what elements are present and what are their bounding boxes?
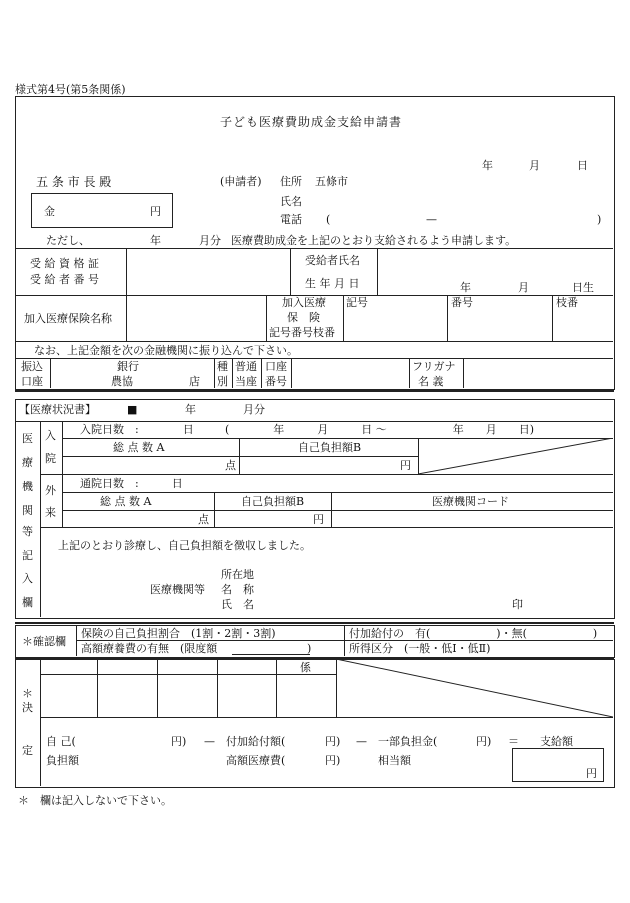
toza-label: 当座 [235, 375, 257, 388]
institution-label: 医療機関等 [150, 583, 205, 596]
side-label-char: 入 [22, 572, 33, 585]
yen-close: 円) [476, 735, 492, 748]
name-label: 氏名 [280, 195, 302, 208]
section-separator [15, 622, 614, 624]
divider [15, 248, 613, 249]
partial-pay-label: 相当額 [378, 754, 411, 767]
divider [15, 341, 613, 342]
divider [463, 358, 464, 388]
date-day: 日 [577, 159, 588, 172]
divider [214, 358, 215, 388]
equals-sign: ＝ [508, 735, 519, 748]
divider [261, 358, 262, 388]
minus-sign: — [356, 735, 367, 748]
outpatient-points-label: 総 点 数 A [100, 495, 152, 508]
divider [40, 717, 613, 718]
applicant-label: (申請者) [220, 175, 262, 188]
medical-year: 年 [185, 403, 196, 416]
phone-close: ) [597, 213, 602, 226]
cross-out-line [418, 438, 613, 474]
divider [40, 527, 613, 528]
divider [266, 295, 267, 341]
seal-label: 印 [512, 598, 523, 611]
addressee: 五 条 市 長 殿 [36, 175, 112, 189]
inpatient-period: ( 年 月 日 〜 年 月 日) [225, 423, 535, 436]
side-label-char: 関 [22, 504, 33, 517]
side-label-char: 機 [22, 480, 33, 493]
outpatient-side: 来 [45, 506, 56, 519]
high-cost-close: ) [307, 642, 312, 655]
date-month: 月 [529, 159, 540, 172]
doctor-name-label: 氏 名 [221, 598, 254, 611]
futsu-label: 普通 [235, 360, 257, 373]
divider [290, 248, 291, 295]
medical-status-label: 【医療状況書】 [19, 403, 96, 416]
minus-sign: — [204, 735, 215, 748]
confirm-label: ＊確認欄 [22, 635, 66, 648]
request-prefix: ただし、 [46, 234, 90, 247]
square-icon: ■ [127, 403, 138, 416]
dob-day: 日生 [572, 281, 594, 294]
yen-close: 円) [171, 735, 187, 748]
insurance-symbol-label: 記号番号枝番 [269, 326, 335, 339]
decision-asterisk: ＊ [22, 687, 33, 700]
inpatient-side: 入 [45, 429, 56, 442]
transfer-label: 口座 [21, 375, 43, 388]
dob-year: 年 [460, 281, 471, 294]
inpatient-points-label: 総 点 数 A [113, 441, 165, 454]
cross-out-line [336, 659, 613, 717]
decision-side: 決 [22, 701, 33, 714]
divider [40, 474, 613, 475]
yen-close: 円) [325, 735, 341, 748]
payment-unit: 円 [586, 767, 597, 780]
branch-label: 店 [189, 375, 200, 388]
certification-text: 上記のとおり診療し、自己負担額を徴収しました。 [58, 539, 311, 552]
institution-name-label: 名 称 [221, 583, 254, 596]
address-label: 住所 [280, 175, 302, 188]
divider [50, 358, 51, 388]
inpatient-copay-label: 自己負担額B [298, 441, 362, 454]
outpatient-days: 通院日数 : 日 [80, 477, 183, 490]
request-month: 月分 [199, 234, 221, 247]
form-title: 子ども医療費助成金支給申請書 [220, 115, 403, 129]
request-year: 年 [150, 234, 161, 247]
outpatient-points-unit: 点 [198, 513, 209, 526]
nokyo-label: 農協 [111, 375, 133, 388]
edaban-label: 枝番 [556, 296, 578, 309]
divider [62, 456, 418, 457]
divider [126, 295, 127, 341]
addon-benefit: 付加給付の 有( )・無( ) [349, 627, 598, 640]
institution-code-label: 医療機関コード [432, 495, 509, 508]
divider [76, 640, 613, 641]
recipient-number-label: 受 給 者 番 号 [30, 273, 99, 286]
outpatient-copay-unit: 円 [313, 513, 324, 526]
request-text: 医療費助成金を上記のとおり支給されるよう申請します。 [231, 234, 517, 247]
high-cost-limit: 高額療養費の有無 (限度額 [81, 642, 218, 655]
divider [126, 248, 127, 295]
bango-label: 番号 [451, 296, 473, 309]
recipient-name-label: 受給者氏名 [305, 254, 360, 267]
divider [552, 295, 553, 341]
amount-unit: 円 [150, 205, 161, 218]
partial-pay-label: 一部負担金( [378, 735, 438, 748]
kigo-label: 記号 [346, 296, 368, 309]
dob-label: 生 年 月 日 [305, 277, 360, 290]
divider [232, 358, 233, 388]
phone-dash: — [426, 213, 437, 226]
insurance-symbol-label: 保 険 [287, 311, 320, 324]
inpatient-days: 入院日数 : 日 [80, 423, 194, 436]
side-label-char: 療 [22, 456, 33, 469]
address-value[interactable]: 五條市 [315, 175, 348, 188]
insurance-name-label: 加入医療保険名称 [24, 312, 112, 325]
phone-label: 電話 [280, 213, 302, 226]
kakari-label: 係 [300, 661, 311, 674]
divider [62, 492, 613, 493]
divider [291, 358, 292, 388]
divider [447, 295, 448, 341]
divider [217, 659, 218, 717]
divider [97, 659, 98, 717]
amount-label: 金 [44, 205, 55, 218]
date-year: 年 [482, 159, 493, 172]
bank-label: 銀行 [117, 360, 139, 373]
dob-month: 月 [518, 281, 529, 294]
account-number-label: 口座 [265, 360, 287, 373]
self-pay-label: 負担額 [46, 754, 79, 767]
yen-close: 円) [325, 754, 341, 767]
inpatient-side: 院 [45, 452, 56, 465]
addon-amount-label: 付加給付額( [226, 735, 286, 748]
side-label-char: 記 [22, 549, 33, 562]
divider [40, 659, 41, 786]
self-pay-label: 自 己( [46, 735, 76, 748]
bank-notice: なお、上記金額を次の金融機関に振り込んで下さい。 [34, 344, 298, 357]
income-class: 所得区分 (一般・低Ⅰ・低Ⅱ) [349, 642, 491, 655]
divider [40, 674, 336, 675]
limit-underline [232, 654, 310, 655]
holder-label: 名 義 [418, 375, 444, 388]
account-type-label: 別 [217, 375, 228, 388]
outpatient-copay-label: 自己負担額B [241, 495, 305, 508]
inpatient-points-unit: 点 [225, 459, 236, 472]
side-label-char: 医 [22, 432, 33, 445]
divider [343, 295, 344, 341]
account-number-label: 番号 [265, 375, 287, 388]
outpatient-side: 外 [45, 484, 56, 497]
payment-label: 支給額 [540, 735, 573, 748]
cert-label: 受 給 資 格 証 [30, 257, 99, 270]
section-separator [15, 390, 614, 392]
transfer-label: 振込 [21, 360, 43, 373]
insurance-symbol-label: 加入医療 [282, 296, 326, 309]
divider [157, 659, 158, 717]
divider [62, 510, 613, 511]
form-number: 様式第4号(第5条関係) [15, 83, 126, 96]
divider [40, 421, 41, 617]
divider [276, 659, 277, 717]
self-pay-ratio: 保険の自己負担割合 (1割・2割・3割) [81, 627, 276, 640]
medical-month: 月分 [243, 403, 265, 416]
divider [409, 358, 410, 388]
side-label-char: 等 [22, 525, 33, 538]
divider [15, 358, 613, 359]
account-type-label: 種 [217, 360, 228, 373]
inpatient-copay-unit: 円 [400, 459, 411, 472]
high-cost-amount-label: 高額医療費( [226, 754, 286, 767]
divider [15, 421, 613, 422]
phone-open: ( [326, 213, 331, 226]
footnote: ＊ 欄は記入しないで下さい。 [18, 794, 172, 807]
decision-side: 定 [22, 744, 33, 757]
location-label: 所在地 [221, 568, 254, 581]
furigana-label: フリガナ [412, 360, 456, 373]
divider [377, 248, 378, 295]
side-label-char: 欄 [22, 596, 33, 609]
